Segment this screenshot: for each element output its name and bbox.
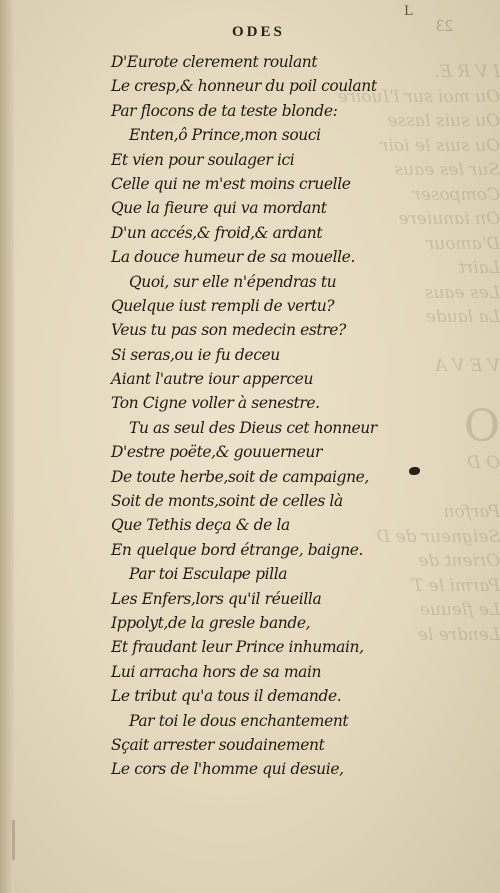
- bleed-line: La laude: [425, 307, 500, 327]
- poem-line: Et fraudant leur Prince inhumain,: [111, 638, 364, 657]
- bleed-line: D'amour: [426, 233, 500, 254]
- bleed-line: Seigneur de D: [376, 526, 500, 547]
- bleed-line: V E V A: [434, 356, 500, 376]
- bleed-line: [372, 476, 500, 501]
- poem-line: Si seras,ou ie fu deceu: [111, 345, 280, 364]
- poem-line: Le tribut qu'a tous il demande.: [111, 687, 342, 706]
- bleed-line: [372, 330, 500, 355]
- spine-shadow: [12, 820, 15, 860]
- bleed-line: [372, 379, 500, 404]
- bleed-line: Lendre le: [417, 624, 500, 645]
- bleed-line: I V R E.: [434, 62, 500, 82]
- bleed-line: Sur les eaus: [394, 160, 500, 180]
- poem-line: Le cors de l'homme qui desuie,: [111, 760, 344, 779]
- poem-line: Enten,ô Prince,mon souci: [129, 126, 321, 145]
- printer-ornament: [409, 467, 420, 475]
- poem-line: Ippolyt,de la gresle bande,: [111, 613, 311, 632]
- poem-line: En quelque bord étrange, baigne.: [111, 540, 364, 559]
- top-margin-mark: L: [404, 4, 413, 19]
- poem-line: De toute herbe,soit de campaigne,: [111, 467, 369, 486]
- page-number-bleed: 23: [436, 16, 453, 35]
- poem-line: Celle qui ne m'est moins cruelle: [111, 174, 351, 193]
- bleed-line: Parfon: [443, 502, 500, 522]
- poem-line: Par flocons de ta teste blonde:: [111, 101, 338, 120]
- poem-line: Quoi, sur elle n'épendras tu: [129, 272, 337, 291]
- poem-line: Aiant l'autre iour apperceu: [111, 370, 314, 389]
- poem-line: Le cresp,& honneur du poil coulant: [111, 77, 377, 96]
- poem-line: Par toi le dous enchantement: [129, 711, 349, 730]
- bleed-line: Les eaus: [424, 282, 500, 303]
- bleed-line: Le fleuue: [419, 600, 500, 620]
- bleed-line: Composer: [412, 184, 500, 205]
- poem-line: D'estre poëte,& gouuerneur: [111, 443, 322, 462]
- poem-line: Quelque iust rempli de vertu?: [111, 296, 335, 315]
- poem-line: Ton Cigne voller à senestre.: [111, 394, 320, 413]
- poem-line: Par toi Esculape pilla: [129, 565, 288, 584]
- bleed-line: Ou suis lasse: [387, 111, 500, 131]
- bleed-line: Ou suis le ioir: [380, 135, 500, 156]
- bleed-line: Lairt: [458, 258, 500, 278]
- bleed-line: Orient de: [418, 551, 500, 571]
- poem-line: D'Eurote clerement roulant: [111, 53, 318, 71]
- poem-line: Sçait arrester soudainement: [111, 735, 325, 754]
- poem-line: Et vien pour soulager ici: [111, 150, 295, 169]
- poem-line: D'un accés,& froid,& ardant: [111, 223, 323, 242]
- poem-line: Les Enfers,lors qu'il réueilla: [111, 589, 322, 608]
- bleed-line: O D: [467, 453, 500, 473]
- poem-line: Que la fieure qui va mordant: [111, 199, 327, 218]
- page-gutter: [0, 0, 14, 893]
- poem-line: La douce humeur de sa mouelle.: [111, 248, 355, 267]
- bleed-line: Ou moi sur l'Iuoire: [337, 86, 500, 107]
- poem-line: Que Tethis deça & de la: [111, 516, 290, 535]
- bleed-through-text: [337, 60, 500, 820]
- poem-line: Soit de monts,soint de celles là: [111, 492, 343, 511]
- poem-text: [111, 50, 391, 782]
- bleed-big-letter: O: [463, 401, 500, 452]
- poem-line: Tu as seul des Dieus cet honneur: [129, 418, 377, 437]
- bleed-line: Parmi le T: [411, 575, 500, 596]
- poem-line: Lui arracha hors de sa main: [111, 662, 322, 681]
- bleed-line: On ianuiere: [398, 209, 500, 229]
- poem-line: Veus tu pas son medecin estre?: [111, 321, 346, 340]
- running-head: ODES: [232, 24, 285, 40]
